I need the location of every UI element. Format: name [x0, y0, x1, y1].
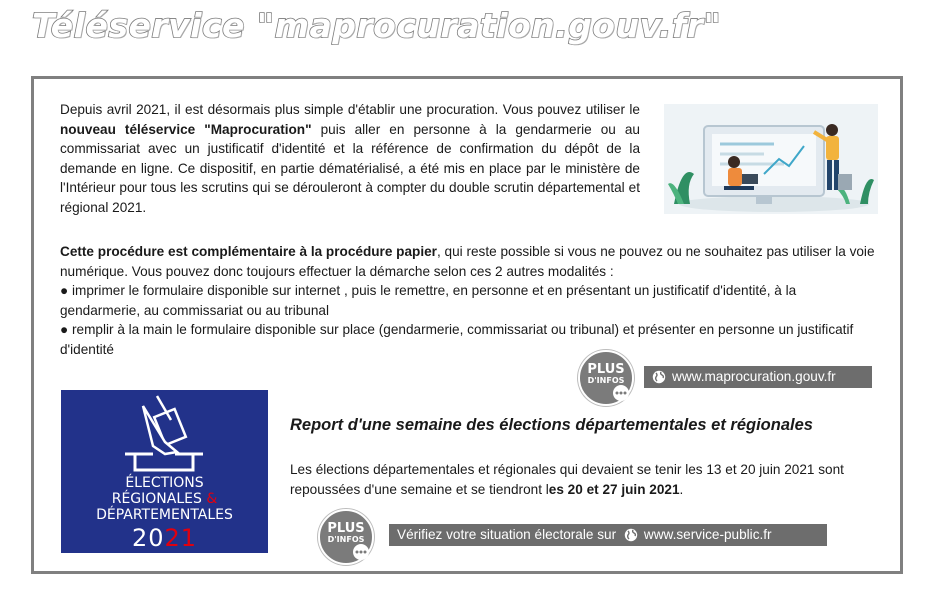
speech-bubble-icon [610, 384, 632, 402]
plus-infos-badge [578, 350, 634, 406]
badge-line-1: PLUS [587, 362, 625, 377]
list-item [60, 320, 880, 359]
bullet-icon: ● [60, 283, 69, 299]
report-text: Les élections départementales et régionales qui devaient se tenir les 13 et 20 juin 2021 sont repoussées d'une semaine et se tiendront l [290, 462, 844, 497]
intro-bold: nouveau téléservice "Maprocuration" [60, 121, 312, 137]
list-item [60, 281, 880, 320]
bullet-icon: ● [60, 322, 69, 338]
page-title: Téléservice "maprocuration.gouv.fr" [32, 6, 722, 45]
elections-line-2: RÉGIONALES & [111, 491, 218, 507]
intro-text-2: puis aller en personne à la gendarmerie ou au commissariat avec un justificatif d'identité et la référence de confirmation du dépôt de la demande en ligne. Ce dispositif, en partie dématérialisé, a été mis en place par le ministère de l'Intérieur pour tous les scrutins qui se dérouleront à compter du double scrutin départemental et régional 2021. [60, 121, 640, 215]
globe-icon [624, 528, 638, 542]
report-paragraph [290, 460, 890, 500]
intro-paragraph [60, 100, 640, 218]
bullet-text-2: remplir à la main le formulaire disponible sur place (gendarmerie, commissariat ou tribunal) et présenter en personne un justificatif d'identité [60, 322, 854, 357]
elections-line-3: DÉPARTEMENTALES [96, 507, 233, 523]
procedure-rest: , qui reste possible si vous ne pouvez ou ne souhaitez pas utiliser la voie numérique. Vous pouvez donc toujours effectuer la démarche selon ces 2 autres modalités : [60, 244, 875, 279]
ballot-box-icon [61, 390, 268, 476]
service-public-url[interactable]: www.service-public.fr [643, 527, 772, 542]
procedure-paragraph [60, 242, 880, 360]
maprocuration-link[interactable] [644, 366, 872, 388]
report-end: . [679, 482, 684, 497]
globe-icon [652, 370, 666, 384]
service-public-prefix: Vérifiez votre situation électorale sur [397, 527, 617, 542]
maprocuration-url[interactable]: www.maprocuration.gouv.fr [672, 369, 836, 384]
report-heading: Report d'une semaine des élections départementales et régionales [290, 416, 813, 434]
elections-logo [61, 390, 268, 553]
speech-bubble-icon [350, 543, 372, 561]
illustration-image [664, 104, 878, 214]
elections-year: 2021 [131, 524, 198, 552]
procedure-intro [60, 242, 880, 281]
badge-line-2: D'INFOS [587, 376, 625, 385]
intro-text-1: Depuis avril 2021, il est désormais plus simple d'établir une procuration. Vous pouvez utiliser le [60, 102, 640, 117]
bullet-text-1: imprimer le formulaire disponible sur internet , puis le remettre, en personne et en présentant un justificatif d'identité, à la gendarmerie, au commissariat ou au tribunal [60, 283, 797, 318]
badge-line-2: D'INFOS [327, 535, 365, 544]
plus-infos-badge [318, 509, 374, 565]
elections-line-1: ÉLECTIONS [125, 475, 204, 491]
service-public-link[interactable] [389, 524, 827, 546]
report-dates: es 20 et 27 juin 2021 [548, 482, 680, 497]
badge-line-1: PLUS [327, 521, 365, 536]
procedure-bold: Cette procédure est complémentaire à la procédure papier [60, 244, 437, 259]
